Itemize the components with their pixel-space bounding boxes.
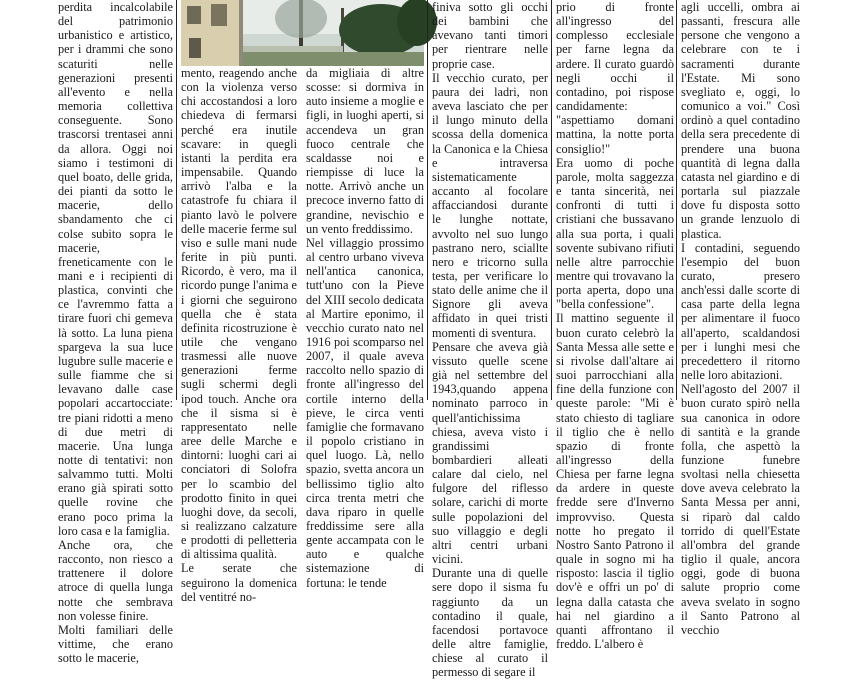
text-column-6: [681, 0, 800, 637]
paragraph: I contadini, seguendo l'esempio del buon curato, presero anch'essi dalle scorte di casa parte della legna per alimentare il fuoco all'aperto, scaldandosi per i lunghi mesi che precedettero il ritorno nelle loro abitazioni.: [681, 240, 800, 383]
column-rule: [176, 0, 177, 400]
paragraph: da migliaia di altre scosse: si dormiva in auto insieme a moglie e figli, in luoghi aperti, si accendeva un gran fuoco centrale che scaldasse noi e riempisse di luce la notte. Arrivò anche un precoce inverno fatto di grandine, nevischio e un vento freddissimo.: [306, 66, 424, 236]
village-photo: [181, 0, 424, 66]
paragraph: Pensare che aveva già vissuto quelle scene già nel settembre del 1943,quando appena nominato parroco in quell'antichissima chiesa, aveva visto i grandissimi bombardieri alleati calare dal cielo, nel fulgore del riflesso solare, carichi di morte sulle popolazioni del suo villaggio e degli altri centri urbani vicini.: [432, 339, 548, 567]
paragraph: Molti familiari delle vittime, che erano sotto le macerie,: [58, 622, 173, 666]
text-column-4: [432, 0, 548, 680]
paragraph: Durante una di quelle sere dopo il sisma fu raggiunto da un contadino il quale, facendosi portavoce delle altre famiglie, chiese al curato il permesso di segare il: [432, 566, 548, 680]
text-column-2: [181, 66, 297, 604]
paragraph: Anche ora, che racconto, non riesco a trattenere il dolore atroce di quella lunga notte che sembrava non volesse finire.: [58, 537, 173, 623]
text-column-3: [306, 66, 424, 590]
paragraph: mento, reagendo anche con la violenza verso chi accostandosi a loro chiedeva di fermarsi perché era inutile scavare: in quegli istanti la perdita era impensabile. Quando arrivò l'alba e la catastrofe fu chiara il pianto lavò le polvere delle macerie ferme sul viso e sulle mani nude ferite in più punti. Ricordo, è vero, ma il ricordo punge l'anima e i giorni che seguirono quella che è stata definita ricostruzione è utile che vengano trasmessi alle nuove generazioni ferme sugli schermi degli ipod touch. Anche ora che il sisma si è rappresentato nelle aree delle Marche e dintorni: luoghi cari ai conciatori di Solofra per lo scambio del prodotto finito in quei luoghi dove, da secoli, si realizzano calzature e prodotti di pelletteria di altissima qualità.: [181, 66, 297, 562]
paragraph: Nell'agosto del 2007 il buon curato spirò nella sua canonica in odore di santità e la grande folla, che aspettò la funzione funebre svoltasi nella chiesetta dove aveva celebrato la Santa Messa per anni, si riparò dal caldo torrido di quell'Estate all'ombra del grande tiglio il quale, ancora oggi, gode di buona salute proprio come aveva svelato in sogno il Santo Patrono al vecchio: [681, 382, 800, 637]
paragraph: finiva sotto gli occhi dei bambini che avevano tanti timori per rientrare nelle proprie case.: [432, 0, 548, 71]
text-column-5: [556, 0, 674, 652]
paragraph: Il mattino seguente il buon curato celebrò la Santa Messa alle sette e si rivolse dall'altare ai suoi parrocchiani alla fine della funzione con queste parole: "Mi è stato chiesto di tagliare il tiglio che è nello spazio di fronte all'ingresso della Chiesa per farne legna da ardere in queste fredde sere d'Inverno improvviso. Questa notte ho pregato il Nostro Santo Patrono il quale in sogno mi ha risposto: lascia il tiglio dov'è e offri un po' di legna dalla catasta che hai nel giardino a quanti affrontano il freddo. L'albero è: [556, 311, 674, 652]
paragraph: agli uccelli, ombra ai passanti, frescura alle persone che vengono a celebrare con te i sacramenti durante l'Estate. Mi sono svegliato e, oggi, lo comunico a voi." Così ordinò a quel contadino della sera precedente di prendere una buona quantità di legna dalla catasta nel giardino e di portarla sul piazzale dove fu disposta sotto un grande lenzuolo di plastica.: [681, 0, 800, 241]
column-rule: [427, 0, 428, 400]
paragraph: perdita incalcolabile del patrimonio urbanistico e artistico, per i drammi che sono scaturiti nelle generazioni presenti all'evento e nella memoria collettiva conseguente. Sono trascorsi trentasei anni da allora. Oggi noi siamo i testimoni di quel boato, delle grida, dei pianti da sotto le macerie, dello sbandamento che ci colse subito sopra le macerie, freneticamente con le mani e i recipienti di plastica, convinti che ce l'avremmo fatta a tirare fuori chi gemeva là sotto. La luna piena spargeva la sua luce lugubre sulle macerie e sulle fiamme che si levavano dalle case popolari accartocciate: tre piani ridotti a meno di due metri di macerie. Una lunga notte di tentativi: non salvammo tutti. Molti erano già spirati sotto quelle rovine che erano poco prima la loro casa e la famiglia.: [58, 0, 173, 538]
column-rule: [676, 0, 677, 400]
paragraph: prio di fronte all'ingresso del complesso ecclesiale per farne legna da ardere. Il curato guardò negli occhi il contadino, poi rispose candidamente: "aspettiamo domani mattina, la notte porta consiglio!": [556, 0, 674, 156]
paragraph: Le serate che seguirono la domenica del ventitré no-: [181, 561, 297, 604]
paragraph: Il vecchio curato, per paura dei ladri, non aveva lasciato che per il lungo minuto della scossa della domenica la Canonica e la Chiesa e intraversa sistematicamente accanto al focolare affacciandosi durante le lunghe nottate, avvolto nel suo lungo pastrano nero, sciallte nero e tricorno sulla testa, per verificare lo stato delle anime che il Signore gli aveva affidato in quei tristi momenti di sventura.: [432, 70, 548, 340]
paragraph: Nel villaggio prossimo al centro urbano viveva nell'antica canonica, tutt'uno con la Pieve del XIII secolo dedicata al Martire eponimo, il vecchio curato nato nel 1916 poi scomparso nel 2007, il quale aveva raccolto nello spazio di fronte all'ingresso del cortile interno della pieve, le circa venti famiglie che formavano il popolo cristiano in quel luogo. Là, nello spazio, svetta ancora un bellissimo tiglio alto circa trenta metri che dava riparo in quelle freddissime sere alla gente accampata con le auto e qualche sistemazione di fortuna: le tende: [306, 235, 424, 590]
article-photo: [181, 0, 424, 66]
text-column-1: [58, 0, 173, 666]
paragraph: Era uomo di poche parole, molta saggezza e tanta sincerità, nei confronti di tutti i cristiani che bussavano alla sua porta, i quali sovente subivano rifiuti nelle altre parrocchie mentre qui trovavano la porta aperta, dopo una "bella confessione".: [556, 155, 674, 312]
column-rule: [551, 0, 552, 400]
